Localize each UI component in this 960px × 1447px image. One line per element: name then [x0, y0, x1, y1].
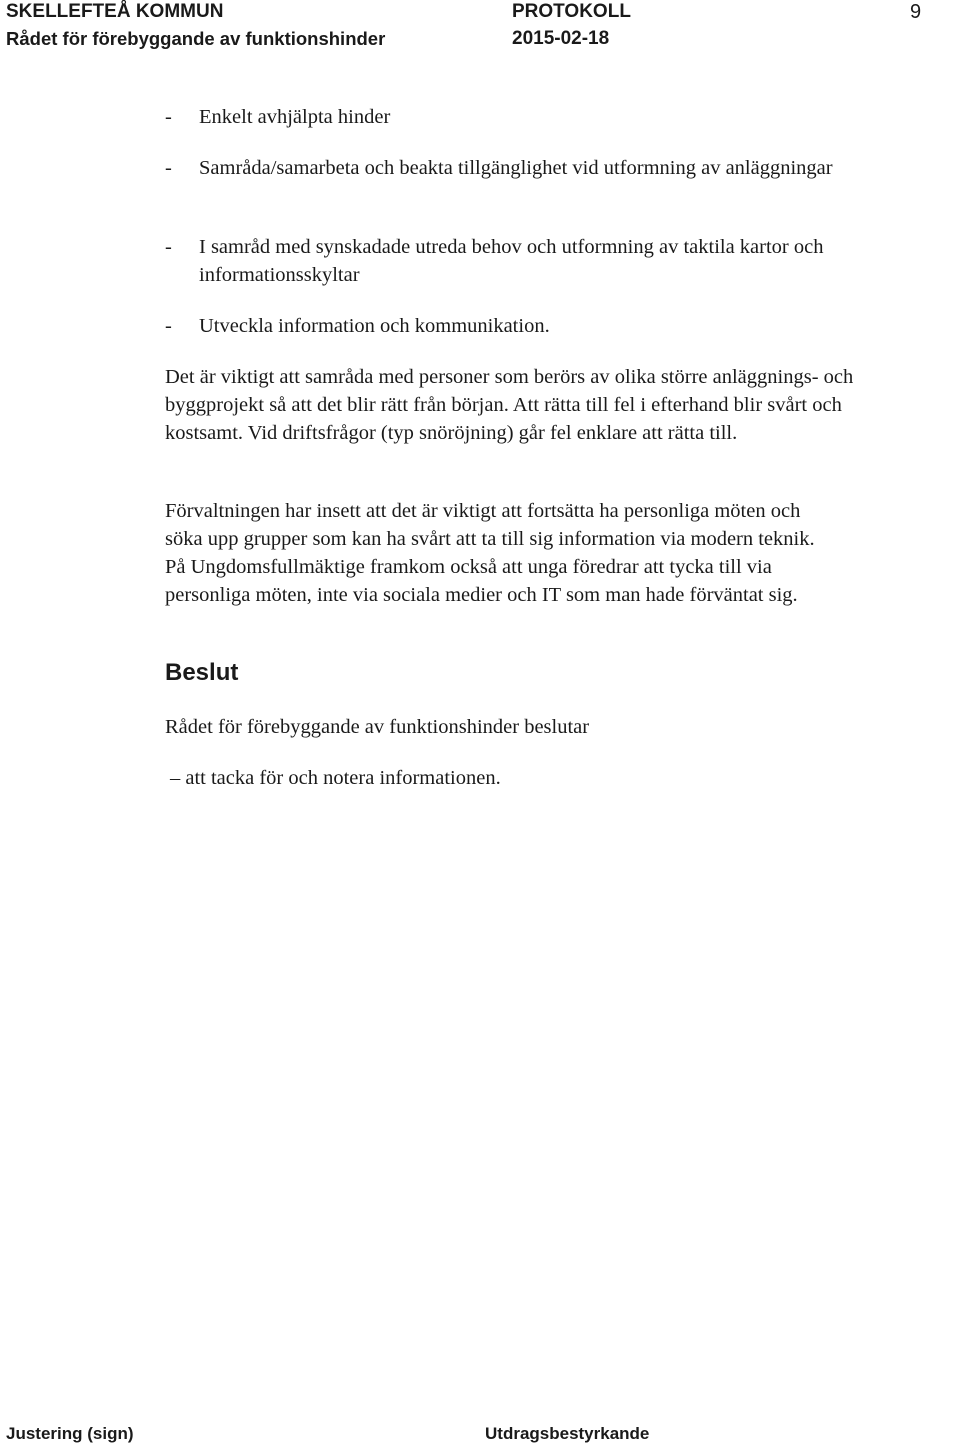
organization-name: SKELLEFTEÅ KOMMUN — [6, 1, 224, 22]
paragraph-consultation: Det är viktigt att samråda med personer som berörs av olika större anläggnings- och byggprojekt så att det blir rätt från början. Att rätta till fel i efterhand blir svårt och kostsamt. Vid driftsfrågor (typ snöröjning) går fel enklare att rätta till. — [165, 366, 854, 444]
paragraph-personal-meetings: Förvaltningen har insett att det är viktigt att fortsätta ha personliga möten och söka upp grupper som kan ha svårt att ta till sig information via modern teknik. På Ungdomsfullmäktige framkom också att unga föredrar att tycka till via personliga möten, inte via sociala medier och IT som man hade förväntat sig. — [165, 500, 815, 606]
bullet-text: Utveckla information och kommunikation. — [199, 315, 550, 337]
document-type: PROTOKOLL — [512, 1, 631, 22]
bullet-text: Samråda/samarbeta och beakta tillgänglighet vid utformning av anläggningar — [199, 157, 833, 179]
bullet-dash: - — [165, 106, 172, 128]
bullet-dash: - — [165, 157, 172, 179]
bullet-dash: - — [165, 315, 172, 337]
list-item — [165, 154, 865, 182]
decision-heading: Beslut — [165, 659, 239, 686]
bullet-dash: - — [165, 236, 172, 258]
list-item — [165, 312, 865, 340]
list-item — [165, 233, 865, 289]
bullet-text: Enkelt avhjälpta hinder — [199, 106, 391, 128]
signature-label: Justering (sign) — [6, 1424, 134, 1443]
bullet-text: I samråd med synskadade utreda behov och utformning av taktila kartor och informationsskyltar — [199, 236, 824, 286]
extract-certification-label: Utdragsbestyrkande — [485, 1424, 650, 1443]
list-item — [165, 103, 865, 131]
council-name: Rådet för förebyggande av funktionshinder — [6, 28, 386, 49]
decision-intro: Rådet för förebyggande av funktionshinder beslutar — [165, 716, 590, 738]
decision-item: – att tacka för och notera informationen. — [170, 767, 501, 789]
page-number: 9 — [910, 1, 922, 23]
meeting-date: 2015-02-18 — [512, 28, 610, 49]
